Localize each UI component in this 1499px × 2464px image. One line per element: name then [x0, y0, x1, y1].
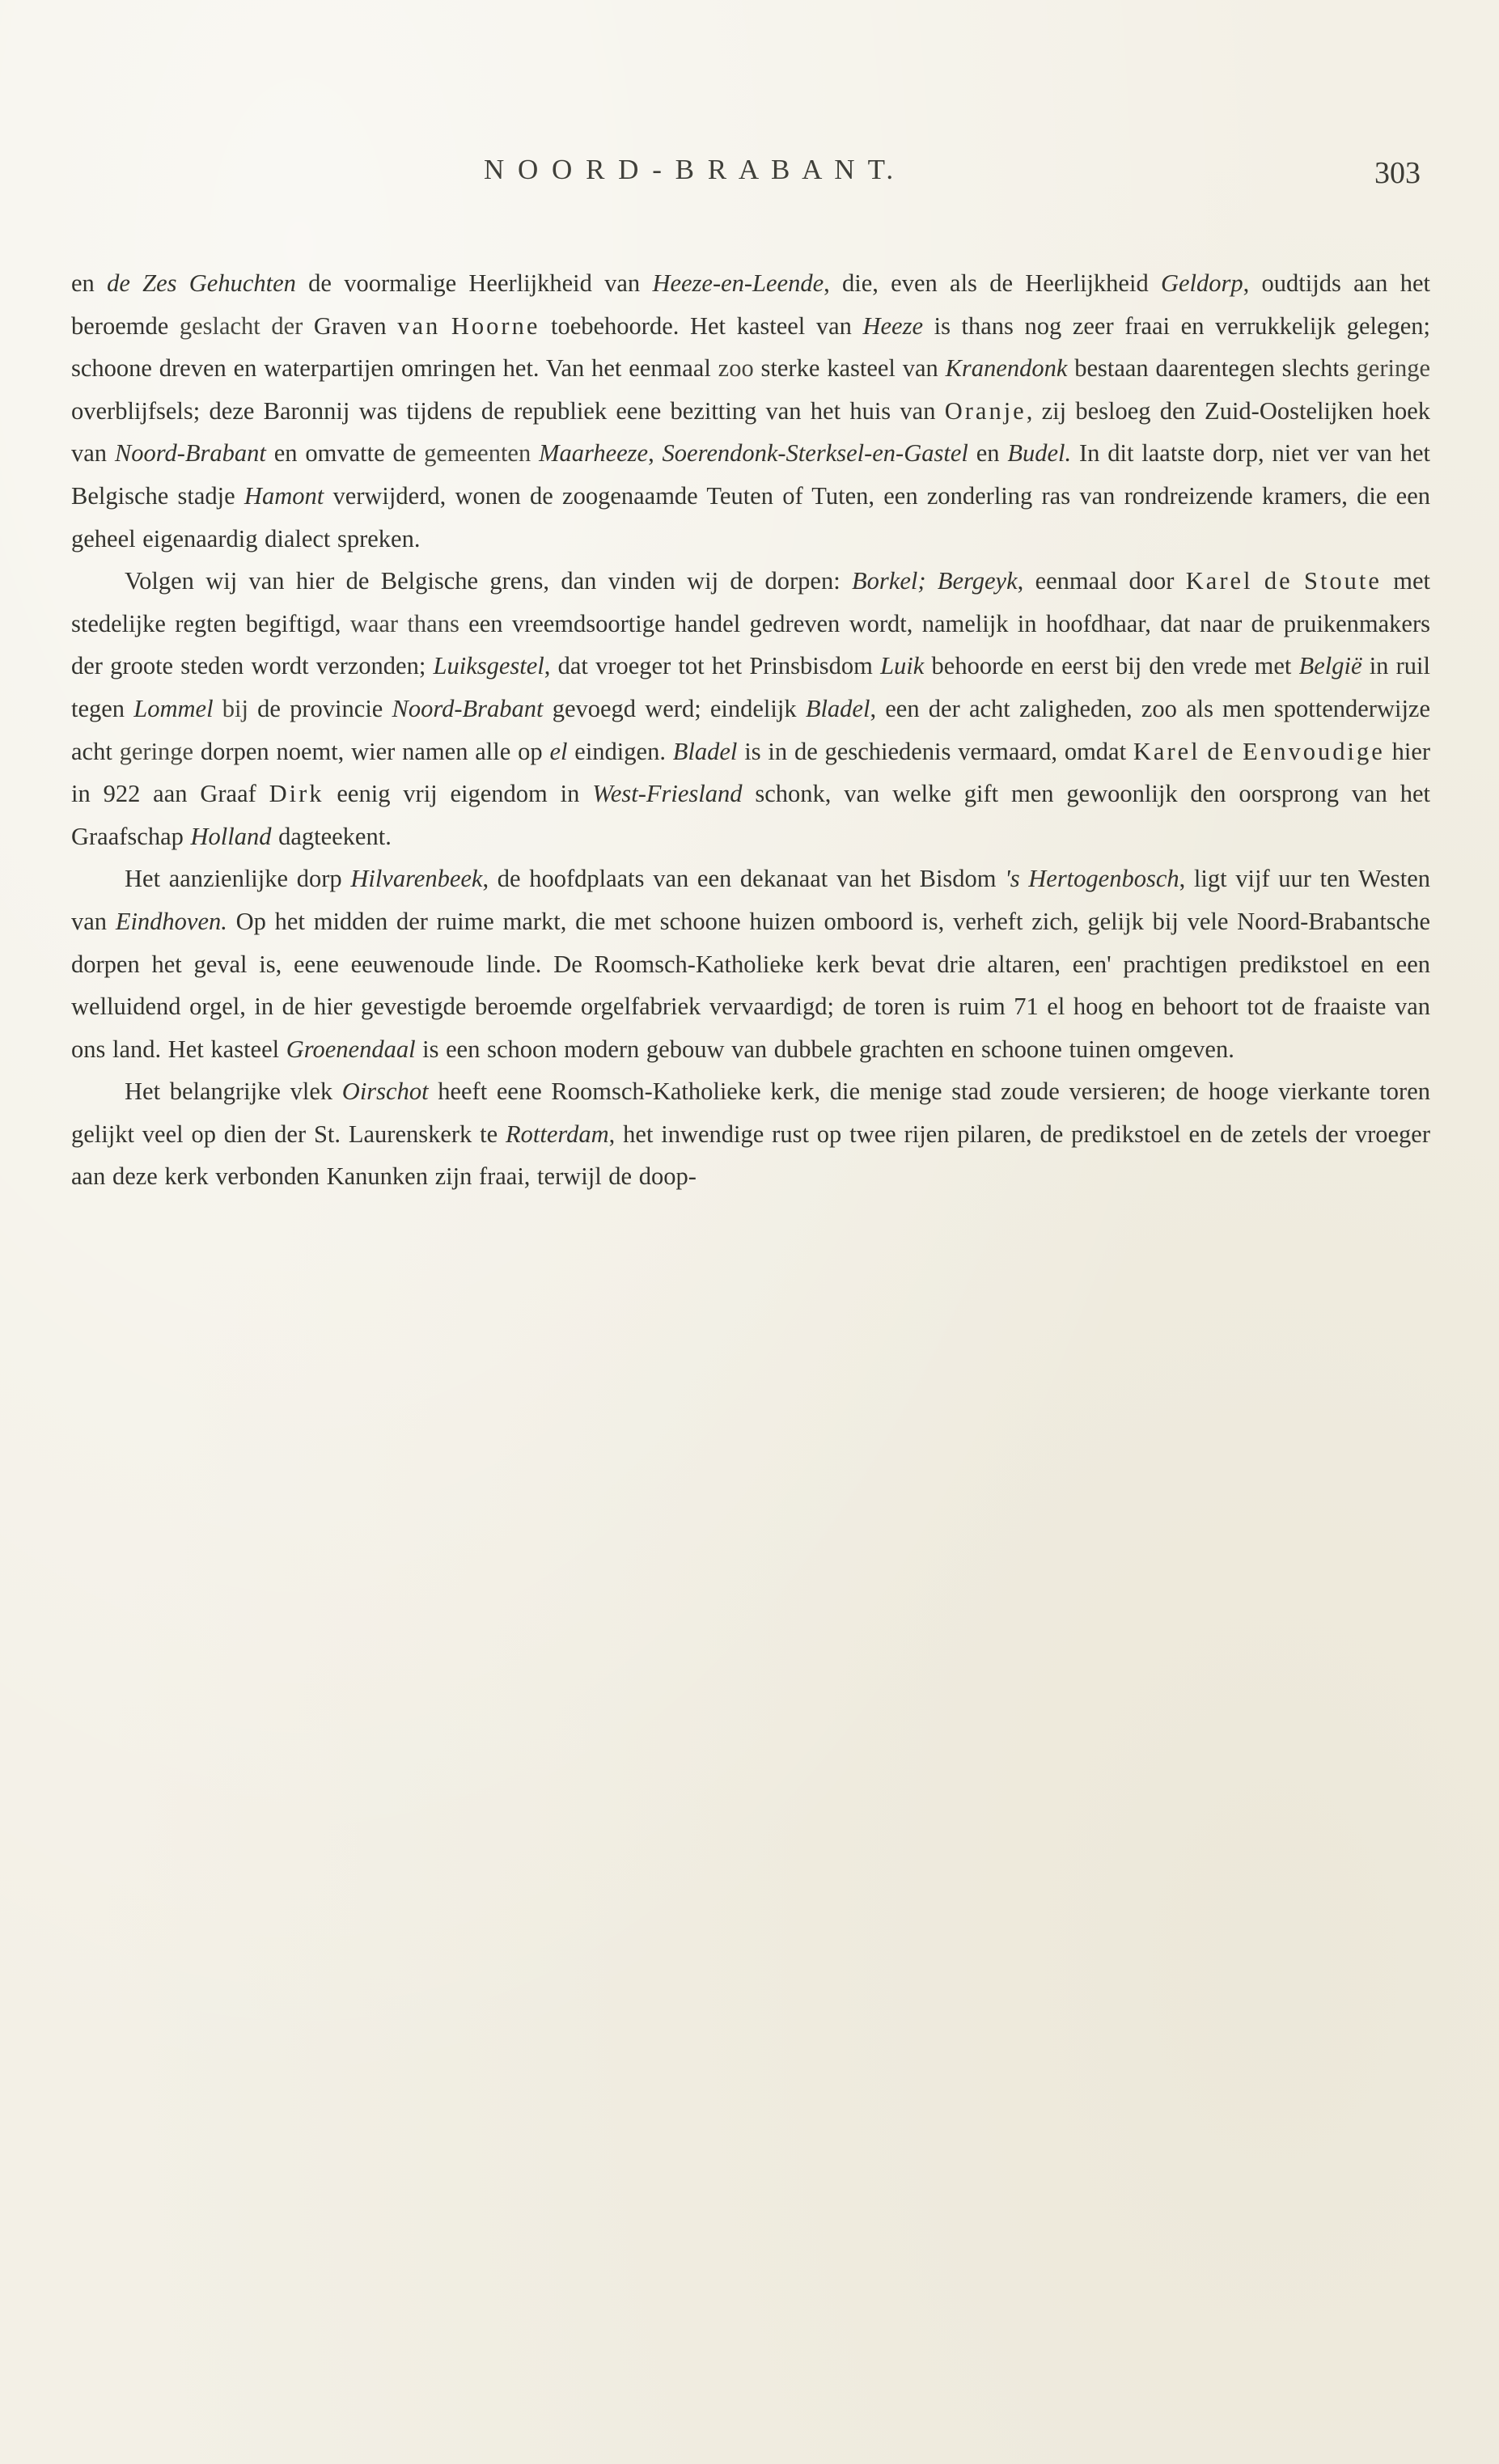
paragraph-3: Het aanzienlijke dorp Hilvarenbeek, de hoofdplaats van een dekanaat van het Bisdom 's Hertogenbosch, ligt vijf uur ten Westen van Eindhoven. Op het midden der ruime markt, die met schoone huizen omboord is, verheft zich, gelijk bij vele Noord-Brabantsche dorpen het geval is, eene eeuwenoude linde. De Roomsch-Katholieke kerk bevat drie altaren, een' prachtigen predikstoel en een welluidend orgel, in de hier gevestigde beroemde orgelfabriek vervaardigd; de toren is ruim 71 el hoog en behoort tot de fraaiste van ons land. Het kasteel Groenendaal is een schoon modern gebouw van dubbele grachten en schoone tuinen omgeven. [71, 865, 1431, 1063]
paragraph-4: Het belangrijke vlek Oirschot heeft eene Roomsch-Katholieke kerk, die menige stad zoude versieren; de hooge vierkante toren gelijkt veel op dien der St. Laurenskerk te Rotterdam, het inwendige rust op twee rijen pilaren, de predikstoel en de zetels der vroeger aan deze kerk verbonden Kanunken zijn fraai, terwijl de doop- [71, 1077, 1430, 1191]
paragraph-1: en de Zes Gehuchten de voormalige Heerlijkheid van Heeze-en-Leende, die, even als de Heerlijkheid Geldorp, oudtijds aan het beroemde geslacht der Graven van Hoorne toebehoorde. Het kasteel van Heeze is thans nog zeer fraai en verrukkelijk gelegen; schoone dreven en waterpartijen omringen het. Van het eenmaal zoo sterke kasteel van Kranendonk bestaan daarentegen slechts geringe overblijfsels; deze Baronnij was tijdens de republiek eene bezitting van het huis van Oranje, zij besloeg den Zuid-Oostelijken hoek van Noord-Brabant en omvatte de gemeenten Maarheeze, Soerendonk-Sterksel-en-Gastel en Budel. In dit laatste dorp, niet ver van het Belgische stadje Hamont verwijderd, wonen de zoogenaamde Teuten of Tuten, een zonderling ras van rondreizende kramers, die een geheel eigenaardig dialect spreken. [71, 269, 1431, 552]
running-title: N O O R D - B R A B A N T. [484, 154, 897, 185]
paragraph-2: Volgen wij van hier de Belgische grens, dan vinden wij de dorpen: Borkel; Bergeyk, eenmaal door Karel de Stoute met stedelijke regten begiftigd, waar thans een vreemdsoortige handel gedreven wordt, namelijk in hoofdhaar, dat naar de pruikenmakers der groote steden wordt verzonden; Luiksgestel, dat vroeger tot het Prinsbisdom Luik behoorde en eerst bij den vrede met België in ruil tegen Lommel bij de provincie Noord-Brabant gevoegd werd; eindelijk Bladel, een der acht zaligheden, zoo als men spottenderwijze acht geringe dorpen noemt, wier namen alle op el eindigen. Bladel is in de geschiedenis vermaard, omdat Karel de Eenvoudige hier in 922 aan Graaf Dirk eenig vrij eigendom in West-Friesland schonk, van welke gift men gewoonlijk den oorsprong van het Graafschap Holland dagteekent. [71, 567, 1431, 850]
page-number: 303 [1374, 156, 1421, 190]
page-header [71, 154, 1430, 218]
page-content [71, 154, 1430, 1198]
